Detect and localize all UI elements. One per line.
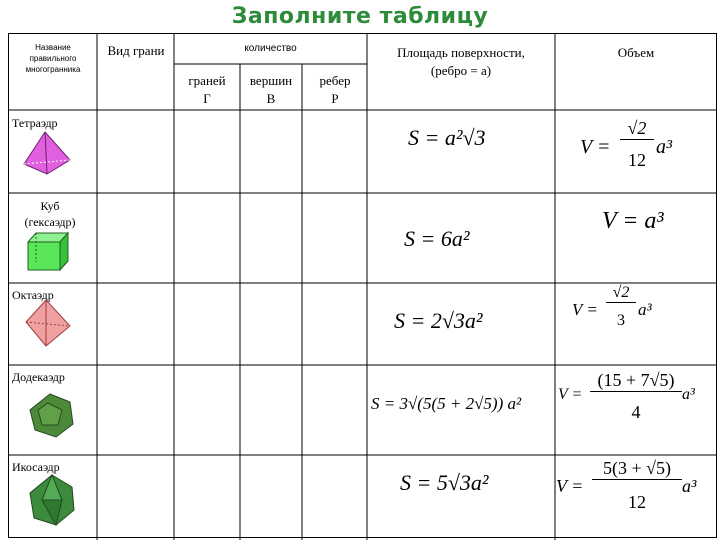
icosahedron-image [30, 475, 74, 525]
volume-den-icosahedron: 12 [628, 492, 646, 512]
cube-alt-name: (гексаэдр) [24, 215, 76, 230]
cube-name: Куб [40, 199, 60, 213]
volume-pre-dodecahedron: V = [558, 386, 583, 403]
header-vertices [242, 72, 300, 107]
dodecahedron-image [30, 394, 73, 437]
row-name-cube [10, 198, 90, 230]
header-edges [304, 72, 366, 107]
area-formula-icosahedron: S = 5√3a² [400, 470, 489, 495]
area-formula-octahedron: S = 2√3a² [394, 308, 483, 333]
volume-post-icosahedron: a³ [682, 476, 697, 496]
volume-pre-tetrahedron: V = [580, 136, 611, 158]
row-name-icosahedron: Икосаэдр [12, 460, 60, 474]
header-faces-label: граней [188, 73, 226, 88]
header-name-line-1: Название [35, 43, 71, 52]
header-volume: Объем [617, 45, 655, 60]
header-faces-symbol: Г [203, 90, 211, 106]
tetrahedron-image [24, 132, 70, 174]
header-area [370, 44, 552, 79]
page-title: Заполните таблицу [231, 4, 489, 29]
header-name-line-3: многогранника [25, 64, 81, 74]
volume-pre-icosahedron: V = [556, 476, 584, 496]
area-formula-dodecahedron: S = 3√(5(5 + 2√5)) a² [371, 394, 522, 413]
volume-num-octahedron: √2 [606, 284, 636, 303]
volume-post-tetrahedron: a³ [656, 136, 672, 158]
header-face-type: Вид грани [107, 43, 165, 58]
volume-formula-cube: V = a³ [602, 208, 664, 234]
header-name-line-2: правильного [29, 53, 77, 63]
header-area-label: Площадь поверхности, [397, 45, 525, 60]
volume-num-tetrahedron: √2 [620, 118, 654, 140]
header-vertices-label: вершин [249, 73, 293, 88]
area-formula-tetrahedron: S = a²√3 [408, 125, 486, 150]
header-count: количество [244, 43, 297, 54]
volume-post-dodecahedron: a³ [682, 386, 695, 403]
cube-image [28, 233, 68, 270]
header-area-note: (ребро = а) [430, 62, 492, 78]
volume-num-dodecahedron: (15 + 7√5) [590, 370, 682, 392]
row-name-octahedron: Октаэдр [12, 288, 54, 302]
row-name-dodecahedron: Додекаэдр [12, 370, 65, 384]
volume-den-dodecahedron: 4 [631, 402, 641, 422]
volume-den-tetrahedron: 12 [628, 150, 646, 170]
header-edges-label: ребер [319, 73, 351, 88]
header-name-column [12, 43, 94, 75]
header-faces [176, 72, 238, 107]
row-name-tetrahedron: Тетраэдр [12, 116, 58, 130]
octahedron-image [26, 300, 70, 346]
volume-num-icosahedron: 5(3 + √5) [592, 458, 682, 480]
volume-post-octahedron: a³ [638, 300, 652, 319]
volume-den-octahedron: 3 [617, 312, 625, 329]
header-vertices-symbol: В [266, 90, 276, 106]
area-formula-cube: S = 6a² [404, 226, 470, 251]
volume-pre-octahedron: V = [572, 300, 598, 319]
header-edges-symbol: Р [331, 90, 339, 106]
